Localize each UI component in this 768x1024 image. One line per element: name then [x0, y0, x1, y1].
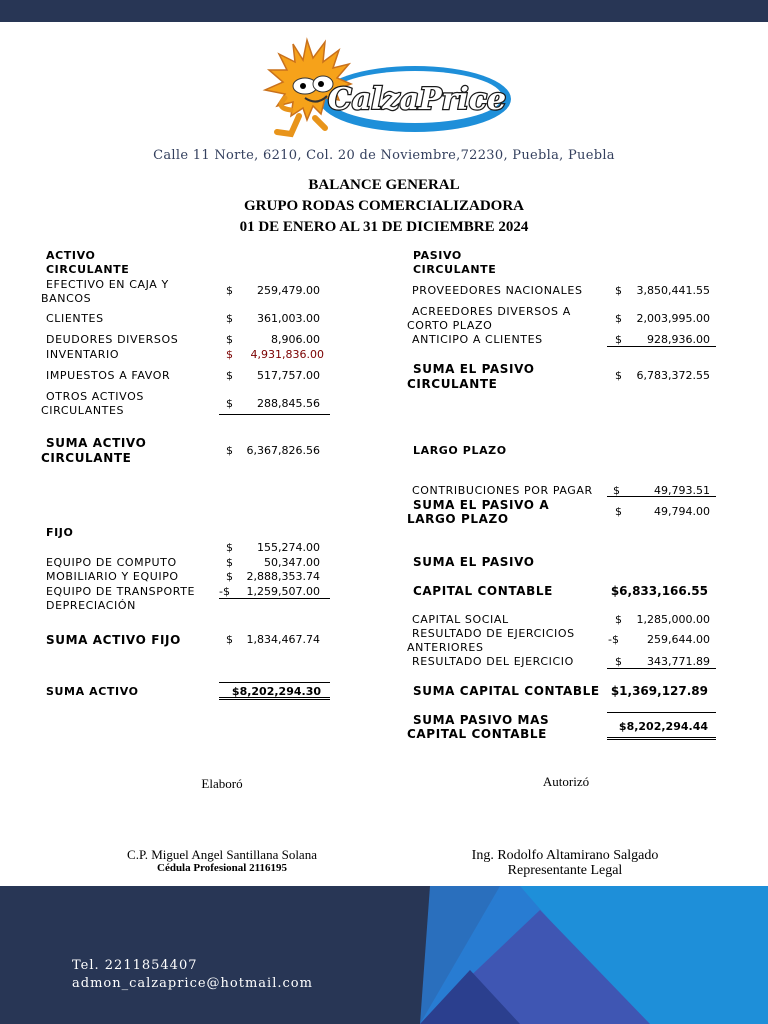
suma-capital-value: $1,369,127.89 [610, 684, 708, 698]
report-title: BALANCE GENERAL [308, 177, 460, 193]
pasivo-heading: PASIVO [413, 249, 462, 262]
fijo-top-value: 155,274.00 [257, 541, 320, 554]
resultado-anteriores-label-1: RESULTADO DE EJERCICIOS [412, 627, 575, 640]
acreedores-value: 2,003,995.00 [636, 312, 710, 325]
mobiliario-currency: $ [226, 570, 233, 583]
suma-pasivo-capital-topline [607, 712, 716, 713]
efectivo-label-2: BANCOS [41, 292, 92, 305]
suma-pasivo-largo-currency: $ [615, 505, 622, 518]
suma-pasivo-largo-value: 49,794.00 [654, 505, 710, 518]
preparer-license: Cédula Profesional 2116195 [157, 862, 287, 874]
resultado-ejercicio-underline [607, 668, 716, 669]
report-period: 01 DE ENERO AL 31 DE DICIEMBRE 2024 [239, 219, 529, 235]
clientes-value: 361,003.00 [257, 312, 320, 325]
capital-social-value: 1,285,000.00 [636, 613, 710, 626]
autorizo-label: Autorizó [542, 774, 590, 789]
proveedores-currency: $ [615, 284, 622, 297]
suma-pasivo-circulante-currency: $ [615, 369, 622, 382]
suma-pasivo-largo-label-1: SUMA EL PASIVO A [413, 498, 550, 512]
legal-rep-name: Ing. Rodolfo Altamirano Salgado [471, 848, 659, 863]
suma-activo-circulante-currency: $ [226, 444, 233, 457]
suma-pasivo-label: SUMA EL PASIVO [413, 555, 535, 569]
proveedores-value: 3,850,441.55 [636, 284, 710, 297]
logo-text: CalzaPrice [327, 82, 507, 117]
transporte-value: 1,259,507.00 [246, 585, 320, 598]
otros-activos-underline [219, 414, 330, 415]
equipo-computo-value: 50,347.00 [264, 556, 320, 569]
otros-activos-currency: $ [226, 397, 233, 410]
transporte-currency: -$ [219, 585, 230, 598]
activo-fijo-heading: FIJO [46, 526, 74, 539]
deudores-label: DEUDORES DIVERSOS [46, 333, 179, 346]
anticipo-label: ANTICIPO A CLIENTES [412, 333, 543, 346]
resultado-anteriores-label-2: ANTERIORES [407, 641, 484, 654]
resultado-ejercicio-currency: $ [615, 655, 622, 668]
contribuciones-value: 49,793.51 [654, 484, 710, 497]
transporte-label: EQUIPO DE TRANSPORTE [46, 585, 196, 598]
activo-circulante-heading: CIRCULANTE [46, 263, 130, 276]
inventario-currency: $ [226, 348, 233, 361]
suma-activo-double-underline [219, 697, 330, 700]
deudores-value: 8,906.00 [271, 333, 320, 346]
suma-activo-topline [219, 682, 330, 683]
calzaprice-logo [255, 36, 515, 144]
clientes-label: CLIENTES [46, 312, 104, 325]
legal-rep-title: Representante Legal [507, 863, 623, 878]
suma-pasivo-circulante-value: 6,783,372.55 [636, 369, 710, 382]
efectivo-label-1: EFECTIVO EN CAJA Y [46, 278, 169, 291]
largo-plazo-heading: LARGO PLAZO [413, 444, 507, 457]
proveedores-label: PROVEEDORES NACIONALES [412, 284, 583, 297]
elaboro-label: Elaboró [201, 776, 243, 791]
company-address: Calle 11 Norte, 6210, Col. 20 de Noviembre,72230, Puebla, Puebla [153, 148, 615, 163]
suma-activo-circulante-label-1: SUMA ACTIVO [46, 436, 147, 450]
otros-activos-label-1: OTROS ACTIVOS [46, 390, 144, 403]
contribuciones-underline [607, 496, 716, 497]
footer-band [0, 886, 768, 1024]
suma-pasivo-capital-double-underline [607, 737, 716, 740]
capital-social-currency: $ [615, 613, 622, 626]
suma-pasivo-circulante-label-1: SUMA EL PASIVO [413, 362, 535, 376]
mobiliario-label: MOBILIARIO Y EQUIPO [46, 570, 179, 583]
acreedores-currency: $ [615, 312, 622, 325]
anticipo-underline [607, 346, 716, 347]
acreedores-label-1: ACREEDORES DIVERSOS A [412, 305, 571, 318]
footer-email[interactable]: admon_calzaprice@hotmail.com [72, 976, 313, 991]
resultado-ejercicio-value: 343,771.89 [647, 655, 710, 668]
footer-phone: Tel. 2211854407 [72, 958, 198, 973]
efectivo-currency: $ [226, 284, 233, 297]
otros-activos-label-2: CIRCULANTES [41, 404, 125, 417]
suma-activo-value: $8,202,294.30 [231, 685, 321, 698]
anticipo-value: 928,936.00 [647, 333, 710, 346]
capital-social-label: CAPITAL SOCIAL [412, 613, 509, 626]
acreedores-label-2: CORTO PLAZO [407, 319, 493, 332]
capital-contable-heading-value: $6,833,166.55 [610, 584, 708, 598]
equipo-computo-currency: $ [226, 556, 233, 569]
inventario-label: INVENTARIO [46, 348, 120, 361]
suma-pasivo-capital-value: $8,202,294.44 [618, 720, 708, 733]
preparer-name: C.P. Miguel Angel Santillana Solana [127, 847, 317, 862]
equipo-computo-label: EQUIPO DE COMPUTO [46, 556, 177, 569]
mobiliario-value: 2,888,353.74 [246, 570, 320, 583]
suma-activo-fijo-label: SUMA ACTIVO FIJO [46, 633, 181, 647]
top-bar [0, 0, 768, 22]
contribuciones-currency: $ [613, 484, 620, 497]
inventario-value: 4,931,836.00 [250, 348, 324, 361]
depreciacion-label: DEPRECIACIÓN [46, 599, 136, 612]
deudores-currency: $ [226, 333, 233, 346]
resultado-ejercicio-label: RESULTADO DEL EJERCICIO [412, 655, 574, 668]
anticipo-currency: $ [615, 333, 622, 346]
transporte-underline [219, 598, 330, 599]
resultado-anteriores-value: 259,644.00 [647, 633, 710, 646]
fijo-top-currency: $ [226, 541, 233, 554]
efectivo-value: 259,479.00 [257, 284, 320, 297]
footer-decoration [0, 886, 768, 1024]
suma-capital-label: SUMA CAPITAL CONTABLE [413, 684, 600, 698]
resultado-anteriores-currency: -$ [608, 633, 619, 646]
impuestos-value: 517,757.00 [257, 369, 320, 382]
activo-heading: ACTIVO [46, 249, 96, 262]
capital-contable-heading: CAPITAL CONTABLE [413, 584, 553, 598]
suma-pasivo-capital-label-2: CAPITAL CONTABLE [407, 727, 547, 741]
suma-activo-fijo-currency: $ [226, 633, 233, 646]
contribuciones-label: CONTRIBUCIONES POR PAGAR [412, 484, 593, 497]
company-name: GRUPO RODAS COMERCIALIZADORA [243, 198, 524, 214]
impuestos-currency: $ [226, 369, 233, 382]
suma-pasivo-largo-label-2: LARGO PLAZO [407, 512, 509, 526]
suma-activo-circulante-label-2: CIRCULANTE [41, 451, 132, 465]
otros-activos-value: 288,845.56 [257, 397, 320, 410]
suma-activo-label: SUMA ACTIVO [46, 685, 139, 698]
suma-activo-circulante-value: 6,367,826.56 [246, 444, 320, 457]
suma-activo-fijo-value: 1,834,467.74 [246, 633, 320, 646]
suma-pasivo-circulante-label-2: CIRCULANTE [407, 377, 498, 391]
suma-pasivo-capital-label-1: SUMA PASIVO MAS [413, 713, 550, 727]
impuestos-label: IMPUESTOS A FAVOR [46, 369, 171, 382]
clientes-currency: $ [226, 312, 233, 325]
pasivo-circulante-heading: CIRCULANTE [413, 263, 497, 276]
